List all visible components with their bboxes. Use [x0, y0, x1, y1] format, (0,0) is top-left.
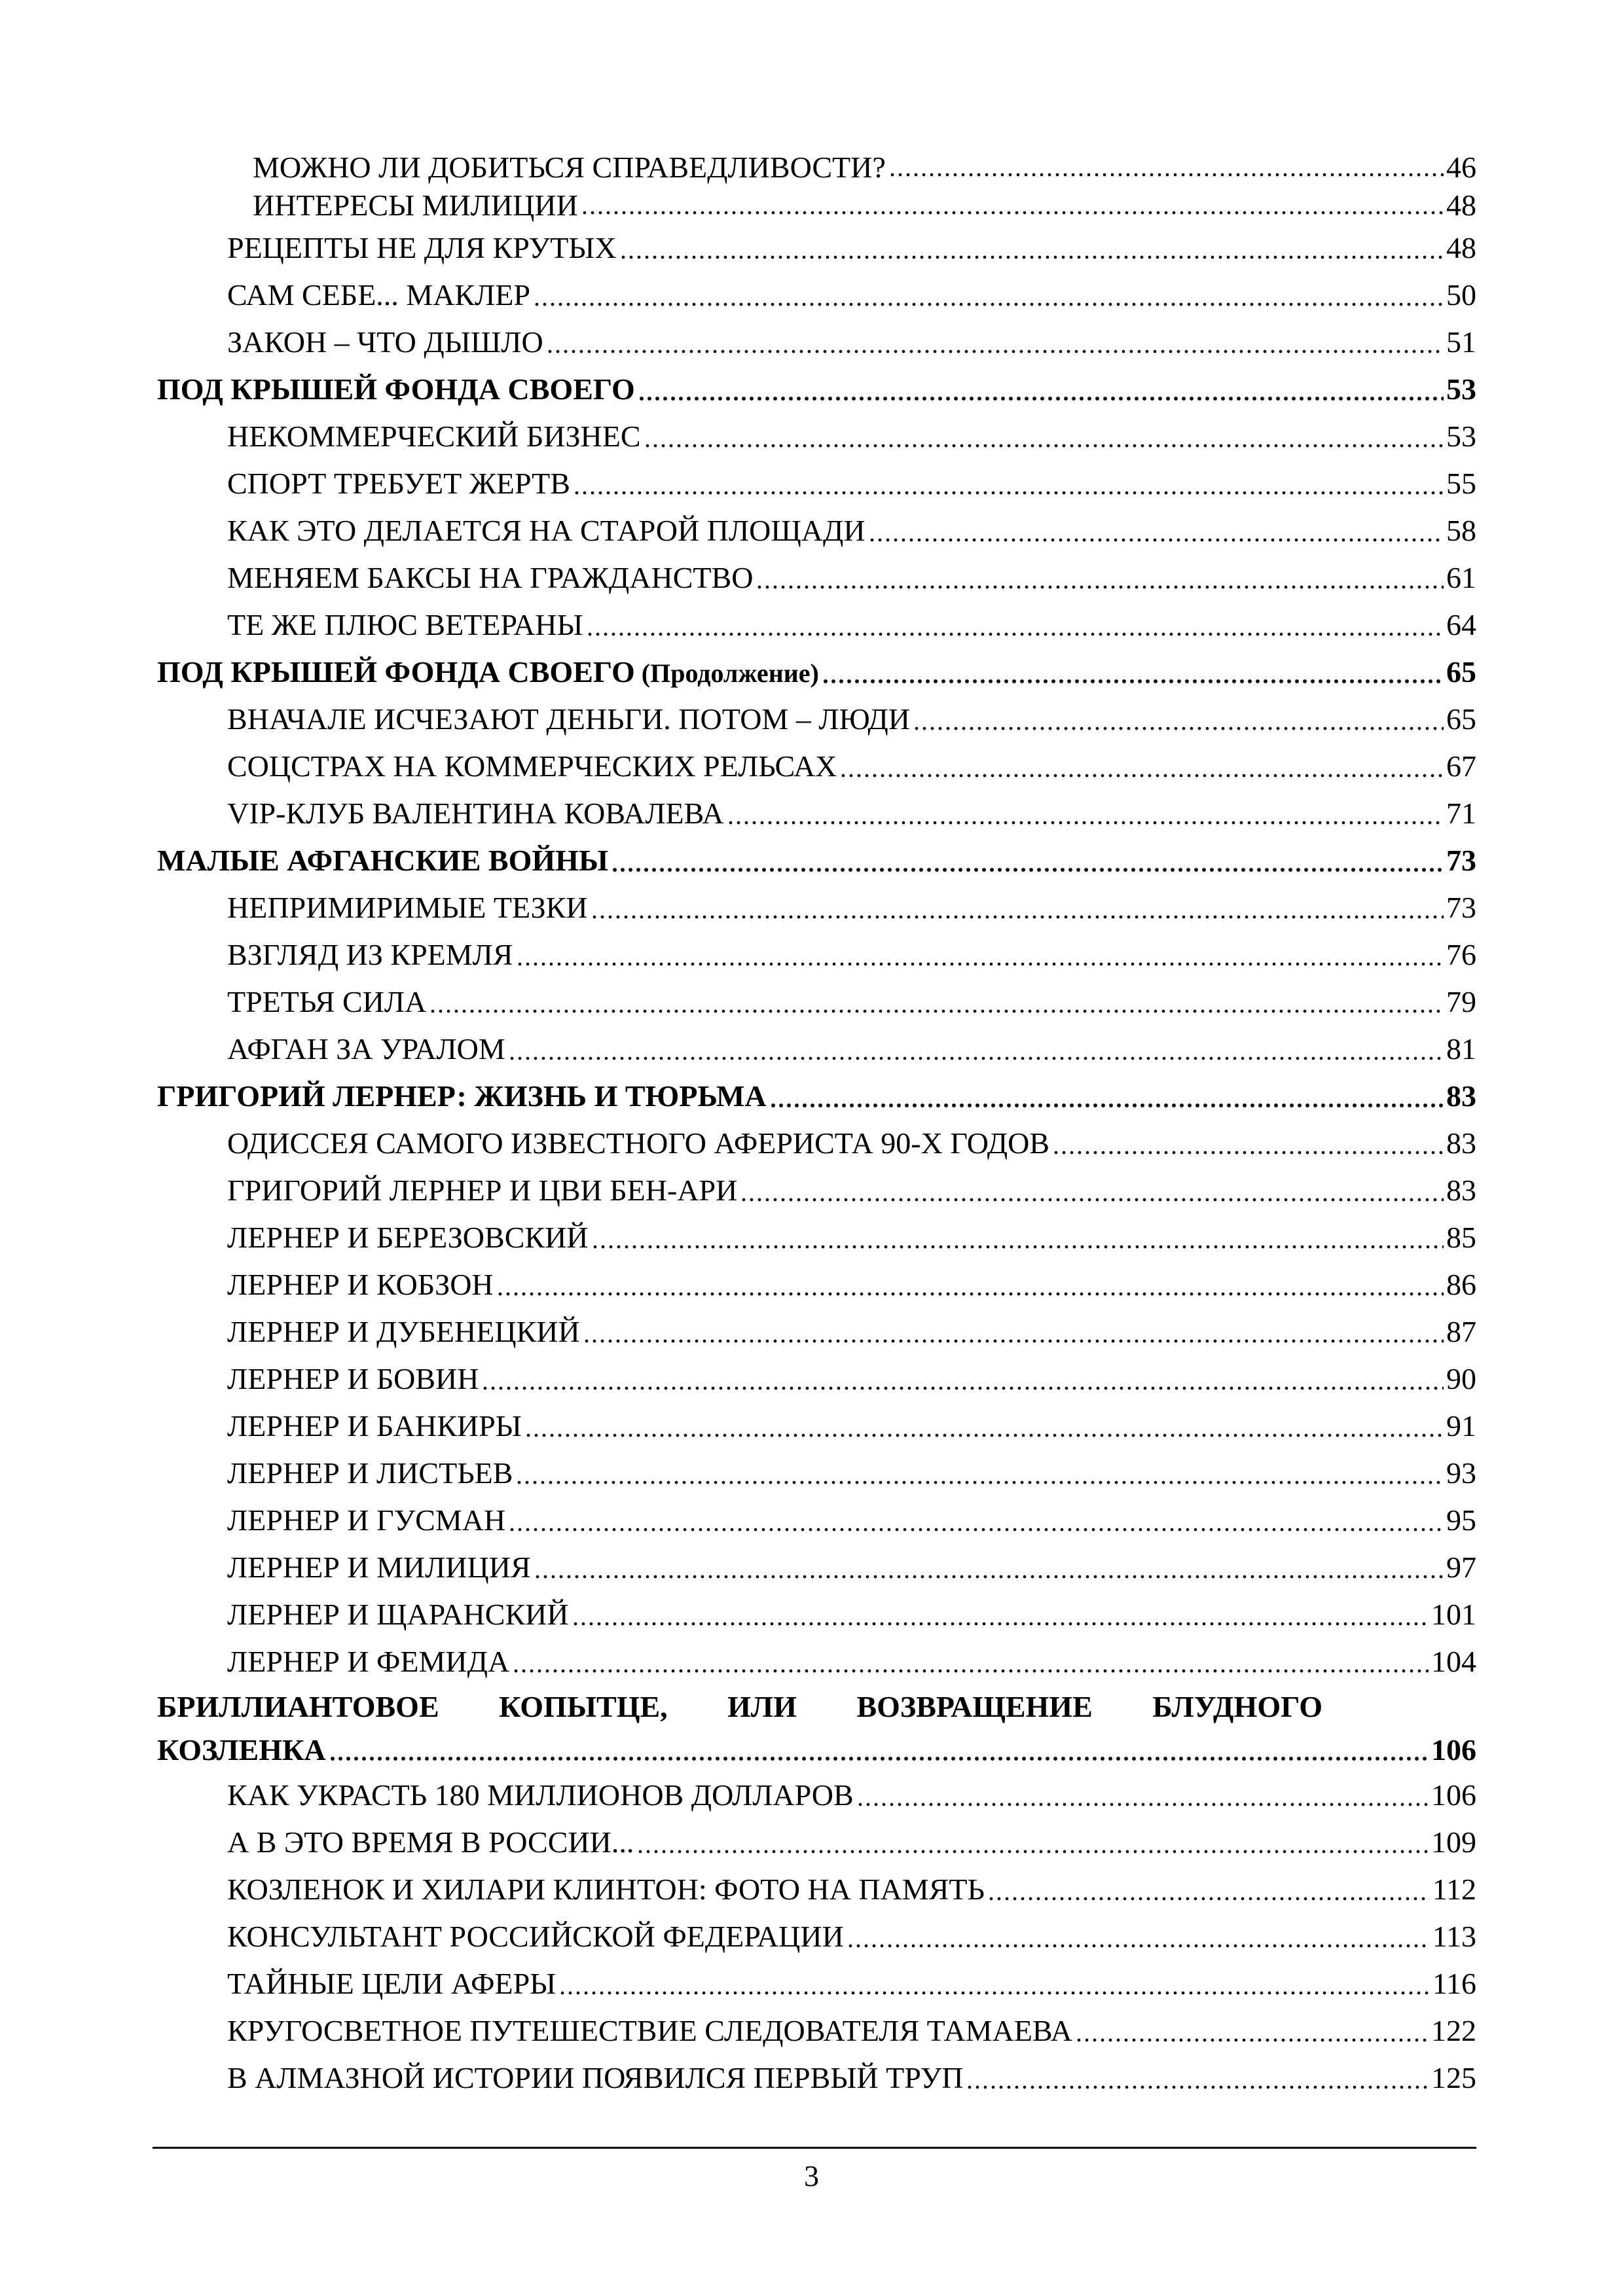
dot-leader	[581, 187, 1444, 224]
dot-leader	[822, 649, 1444, 696]
toc-entry	[157, 272, 1476, 319]
toc-entry-page-number: 55	[1446, 467, 1476, 500]
toc-entry	[157, 1960, 1476, 2007]
toc-entry-title-text: ГРИГОРИЙ ЛЕРНЕР И ЦВИ БЕН-АРИ	[227, 1174, 738, 1207]
toc-entry-title	[227, 1261, 494, 1308]
toc-entry-page-number: 53	[1446, 420, 1476, 453]
toc-entry	[157, 2007, 1476, 2054]
toc-entry-title-text: НЕПРИМИРИМЫЕ ТЕЗКИ	[227, 891, 588, 924]
toc-entry-page-number: 61	[1446, 561, 1476, 594]
toc-entry-wrapped	[157, 1685, 1476, 1772]
toc-entry-page-number: 113	[1432, 1920, 1476, 1953]
toc-entry	[157, 978, 1476, 1026]
toc-entry-title	[227, 931, 513, 978]
dot-leader	[583, 1308, 1444, 1355]
toc-entry	[157, 837, 1476, 884]
dot-leader	[591, 1214, 1444, 1261]
toc-entry	[157, 1591, 1476, 1638]
toc-entry-page-number: 95	[1446, 1503, 1476, 1537]
toc-entry-page-number: 67	[1446, 749, 1476, 783]
toc-entry-title	[227, 224, 617, 272]
toc-entry	[157, 1772, 1476, 1819]
dot-leader	[1075, 2007, 1429, 2054]
toc-entry-title-text: ЛЕРНЕР И ФЕМИДА	[227, 1645, 510, 1678]
dot-leader	[644, 413, 1444, 460]
toc-entry-title-text: ВНАЧАЛЕ ИСЧЕЗАЮТ ДЕНЬГИ. ПОТОМ – ЛЮДИ	[227, 702, 910, 736]
dot-leader	[839, 743, 1444, 790]
toc-entry-title	[227, 1913, 844, 1960]
page-number: 3	[804, 2159, 819, 2193]
toc-entry-page-number: 112	[1432, 1873, 1476, 1906]
toc-entry-title-text: МЕНЯЕМ БАКСЫ НА ГРАЖДАНСТВО	[227, 561, 754, 594]
toc-entry-title-text: КОЗЛЕНКА	[157, 1733, 326, 1767]
toc-entry	[157, 149, 1476, 187]
toc-entry-title-text: ЛЕРНЕР И ГУСМАН	[227, 1503, 506, 1537]
toc-entry-title	[157, 1073, 767, 1120]
toc-entry-title	[227, 413, 641, 460]
dot-leader	[868, 507, 1444, 554]
toc-entry-page-number: 83	[1446, 1174, 1476, 1207]
toc-entry	[157, 1026, 1476, 1073]
toc-entry-page-number: 76	[1446, 938, 1476, 971]
toc-entry-title-text: ЛЕРНЕР И ДУБЕНЕЦКИЙ	[227, 1315, 580, 1348]
dot-leader	[913, 696, 1444, 743]
toc-entry-title	[157, 649, 819, 697]
dot-leader	[769, 1073, 1444, 1120]
toc-entry-title	[227, 2054, 963, 2102]
toc-entry-title-text: ПОД КРЫШЕЙ ФОНДА СВОЕГО	[157, 372, 635, 406]
toc-entry-page-number: 90	[1446, 1362, 1476, 1395]
toc-entry-title-text: ЛЕРНЕР И БОВИН	[227, 1362, 479, 1395]
toc-entry-page-number: 53	[1446, 372, 1476, 406]
toc-entry	[157, 601, 1476, 649]
toc-entry-title	[227, 1497, 505, 1544]
toc-entry-title	[227, 601, 583, 649]
toc-entry-title-text: КАК ЭТО ДЕЛАЕТСЯ НА СТАРОЙ ПЛОЩАДИ	[227, 514, 866, 547]
toc-entry	[157, 790, 1476, 837]
dot-leader	[496, 1261, 1444, 1308]
dot-leader	[987, 1866, 1430, 1913]
toc-entry-title-text: САМ СЕБЕ... МАКЛЕР	[227, 278, 530, 312]
toc-entry-page-number: 106	[1431, 1733, 1476, 1767]
toc-entry-title-text: ЛЕРНЕР И БЕРЕЗОВСКИЙ	[227, 1221, 589, 1254]
dot-leader	[888, 149, 1444, 187]
toc-entry-title-line-1	[157, 1685, 1322, 1729]
toc-entry	[157, 696, 1476, 743]
toc-entry-title	[157, 366, 635, 413]
toc-entry-title	[227, 1450, 513, 1497]
toc-entry-page-number: 87	[1446, 1315, 1476, 1348]
toc-entry-title-word: ИЛИ	[727, 1690, 797, 1723]
toc-entry-page-number: 48	[1446, 188, 1476, 222]
toc-entry	[157, 554, 1476, 601]
toc-entry-title	[227, 743, 837, 790]
toc-entry-title-text: ЛЕРНЕР И КОБЗОН	[227, 1268, 494, 1301]
dot-leader	[619, 224, 1444, 272]
toc-entry-title-text: АФГАН ЗА УРАЛОМ	[227, 1032, 505, 1066]
toc-entry	[157, 1544, 1476, 1591]
toc-entry	[157, 319, 1476, 366]
toc-entry-title	[227, 1960, 556, 2007]
toc-entry	[157, 1403, 1476, 1450]
footer-divider	[153, 2147, 1476, 2149]
toc-entry-page-number: 65	[1446, 702, 1476, 736]
toc-entry-page-number: 97	[1446, 1551, 1476, 1584]
toc-entry-page-number: 64	[1446, 608, 1476, 641]
toc-entry	[157, 224, 1476, 272]
toc-entry-title	[227, 319, 543, 366]
toc-entry-title	[227, 460, 570, 507]
toc-entry	[157, 187, 1476, 224]
toc-entry-title	[227, 2007, 1072, 2054]
toc-entry-title	[227, 1308, 580, 1355]
dot-leader	[508, 1026, 1444, 1073]
toc-entry	[157, 1638, 1476, 1685]
toc-entry-page-number: 85	[1446, 1221, 1476, 1254]
toc-entry-page-number: 50	[1446, 278, 1476, 312]
toc-entry-page-number: 83	[1446, 1126, 1476, 1160]
toc-entry-page-number: 91	[1446, 1409, 1476, 1443]
toc-entry-page-number: 81	[1446, 1032, 1476, 1066]
toc-entry	[157, 884, 1476, 931]
toc-entry-title-text: VIP-КЛУБ ВАЛЕНТИНА КОВАЛЕВА	[227, 797, 724, 830]
dot-leader	[524, 1403, 1444, 1450]
toc-entry	[157, 1450, 1476, 1497]
toc-entry-title-text: ЛЕРНЕР И ЩАРАНСКИЙ	[227, 1598, 569, 1631]
toc-entry-title-text: КОЗЛЕНОК И ХИЛАРИ КЛИНТОН: ФОТО НА ПАМЯТЬ	[227, 1873, 985, 1906]
toc-entry	[157, 1261, 1476, 1308]
toc-entry-page-number: 58	[1446, 514, 1476, 547]
dot-leader	[1052, 1120, 1444, 1167]
toc-entry-title	[227, 1819, 634, 1866]
toc-entry-title	[253, 187, 578, 224]
toc-entry	[157, 1913, 1476, 1960]
toc-entry-title-text: ИНТЕРЕСЫ МИЛИЦИИ	[253, 188, 578, 222]
toc-entry	[157, 649, 1476, 696]
toc-entry-page-number: 101	[1431, 1598, 1476, 1631]
dot-leader	[429, 978, 1444, 1026]
dot-leader	[534, 1544, 1444, 1591]
toc-entry	[157, 1355, 1476, 1403]
toc-entry	[157, 1497, 1476, 1544]
toc-entry-title-text: КРУГОСВЕТНОЕ ПУТЕШЕСТВИЕ СЛЕДОВАТЕЛЯ ТАМАЕВА	[227, 2014, 1072, 2047]
toc-entry	[157, 460, 1476, 507]
toc-entry-title-text: СПОРТ ТРЕБУЕТ ЖЕРТВ	[227, 467, 570, 500]
toc-entry-page-number: 73	[1446, 891, 1476, 924]
toc-entry-page-number: 104	[1431, 1645, 1476, 1678]
toc-entry-title-text: ЛЕРНЕР И БАНКИРЫ	[227, 1409, 522, 1443]
dot-leader	[512, 1638, 1429, 1685]
toc-entry-title-text: МОЖНО ЛИ ДОБИТЬСЯ СПРАВЕДЛИВОСТИ?	[253, 151, 886, 184]
toc-entry-title	[227, 1355, 479, 1403]
toc-entry-title-text: ТАЙНЫЕ ЦЕЛИ АФЕРЫ	[227, 1967, 556, 2000]
toc-entry-title-text: ЛЕРНЕР И ЛИСТЬЕВ	[227, 1456, 513, 1490]
toc-entry-title	[227, 1403, 522, 1450]
toc-entry-title	[227, 978, 426, 1026]
toc-entry-title	[227, 1638, 509, 1685]
toc-entry-title	[157, 837, 608, 884]
toc-entry-title-text: ЗАКОН – ЧТО ДЫШЛО	[227, 325, 543, 359]
toc-entry	[157, 2054, 1476, 2102]
toc-entry-title	[227, 1026, 505, 1073]
dot-leader	[481, 1355, 1444, 1403]
toc-entry	[157, 931, 1476, 978]
toc-entry-title-text: ГРИГОРИЙ ЛЕРНЕР: ЖИЗНЬ И ТЮРЬМА	[157, 1079, 767, 1113]
toc-entry-page-number: 86	[1446, 1268, 1476, 1301]
toc-entry-title-text: А В ЭТО ВРЕМЯ В РОССИИ...	[227, 1825, 634, 1859]
toc-entry	[157, 1167, 1476, 1214]
toc-entry-title-word: ВОЗВРАЩЕНИЕ	[856, 1690, 1093, 1723]
toc-entry-page-number: 109	[1431, 1825, 1476, 1859]
dot-leader	[586, 601, 1444, 649]
toc-entry-title-suffix: (Продолжение)	[634, 658, 819, 688]
toc-entry	[157, 1120, 1476, 1167]
toc-entry	[157, 1866, 1476, 1913]
toc-entry-title-text: ЛЕРНЕР И МИЛИЦИЯ	[227, 1551, 531, 1584]
toc-entry	[157, 1073, 1476, 1120]
dot-leader	[508, 1497, 1444, 1544]
dot-leader	[847, 1913, 1430, 1960]
dot-leader	[740, 1167, 1444, 1214]
dot-leader	[591, 884, 1444, 931]
dot-leader	[611, 837, 1444, 884]
toc-entry-title	[253, 149, 886, 187]
toc-entry-title-text: РЕЦЕПТЫ НЕ ДЛЯ КРУТЫХ	[227, 231, 617, 264]
toc-entry-page-number: 93	[1446, 1456, 1476, 1490]
dot-leader	[515, 1450, 1444, 1497]
toc-entry-page-number: 79	[1446, 985, 1476, 1018]
dot-leader	[329, 1729, 1429, 1772]
dot-leader	[546, 319, 1444, 366]
toc-entry-page-number: 46	[1446, 151, 1476, 184]
toc-entry-title	[227, 272, 530, 319]
toc-entry	[157, 413, 1476, 460]
toc-entry-page-number: 71	[1446, 797, 1476, 830]
toc-entry-page-number: 73	[1446, 844, 1476, 877]
toc-entry-title	[227, 790, 724, 837]
dot-leader	[558, 1960, 1429, 2007]
toc-entry-page-number: 106	[1431, 1778, 1476, 1812]
toc-entry-page-number: 51	[1446, 325, 1476, 359]
toc-entry	[157, 1308, 1476, 1355]
toc-entry-page-number: 83	[1446, 1079, 1476, 1113]
dot-leader	[756, 554, 1444, 601]
toc-entry-page-number: 122	[1431, 2014, 1476, 2047]
toc-entry-title-text: ПОД КРЫШЕЙ ФОНДА СВОЕГО	[157, 655, 635, 689]
toc-entry-title	[227, 554, 753, 601]
toc-entry-title	[227, 1591, 569, 1638]
toc-entry-title	[227, 1167, 737, 1214]
toc-entry-page-number: 48	[1446, 231, 1476, 264]
toc-entry-page-number: 65	[1446, 655, 1476, 689]
toc-entry-title	[227, 507, 866, 554]
toc-entry-title-text: КОНСУЛЬТАНТ РОССИЙСКОЙ ФЕДЕРАЦИИ	[227, 1920, 844, 1953]
toc-entry-title	[227, 1544, 531, 1591]
toc-entry-title	[227, 1866, 985, 1913]
toc-entry-title	[227, 884, 588, 931]
toc-entry-page-number: 116	[1432, 1967, 1476, 2000]
toc-entry-title-text: ТЕ ЖЕ ПЛЮС ВЕТЕРАНЫ	[227, 608, 583, 641]
dot-leader	[573, 460, 1444, 507]
toc-entry-title-word: КОПЫТЦЕ,	[499, 1690, 668, 1723]
toc-entry-page-number: 125	[1431, 2061, 1476, 2094]
dot-leader	[638, 366, 1444, 413]
toc-entry-title	[227, 696, 910, 743]
toc-entry-title	[227, 1120, 1049, 1167]
table-of-contents	[157, 149, 1476, 2102]
toc-entry-title-text: В АЛМАЗНОЙ ИСТОРИИ ПОЯВИЛСЯ ПЕРВЫЙ ТРУП	[227, 2061, 964, 2094]
toc-entry	[157, 366, 1476, 413]
toc-entry-title-line-2	[157, 1729, 1476, 1772]
toc-entry	[157, 743, 1476, 790]
toc-entry	[157, 1819, 1476, 1866]
toc-entry-title	[227, 1772, 854, 1819]
toc-entry-title-text: ОДИССЕЯ САМОГО ИЗВЕСТНОГО АФЕРИСТА 90-Х ГОДОВ	[227, 1126, 1049, 1160]
dot-leader	[533, 272, 1444, 319]
toc-entry	[157, 1214, 1476, 1261]
toc-entry-title-word: БРИЛЛИАНТОВОЕ	[157, 1690, 439, 1723]
dot-leader	[516, 931, 1444, 978]
toc-entry-title-text: ТРЕТЬЯ СИЛА	[227, 985, 427, 1018]
toc-entry	[157, 507, 1476, 554]
toc-entry-title-text: НЕКОММЕРЧЕСКИЙ БИЗНЕС	[227, 420, 641, 453]
toc-entry-title-text: СОЦСТРАХ НА КОММЕРЧЕСКИХ РЕЛЬСАХ	[227, 749, 837, 783]
toc-entry-title	[227, 1214, 589, 1261]
dot-leader	[727, 790, 1444, 837]
dot-leader	[636, 1819, 1429, 1866]
toc-entry-title-text: КАК УКРАСТЬ 180 МИЛЛИОНОВ ДОЛЛАРОВ	[227, 1778, 854, 1812]
dot-leader	[856, 1772, 1429, 1819]
toc-entry-title-text: ВЗГЛЯД ИЗ КРЕМЛЯ	[227, 938, 513, 971]
toc-entry-title-text: МАЛЫЕ АФГАНСКИЕ ВОЙНЫ	[157, 844, 609, 877]
toc-entry-title-word: БЛУДНОГО	[1152, 1690, 1322, 1723]
dot-leader	[966, 2054, 1429, 2102]
dot-leader	[572, 1591, 1429, 1638]
